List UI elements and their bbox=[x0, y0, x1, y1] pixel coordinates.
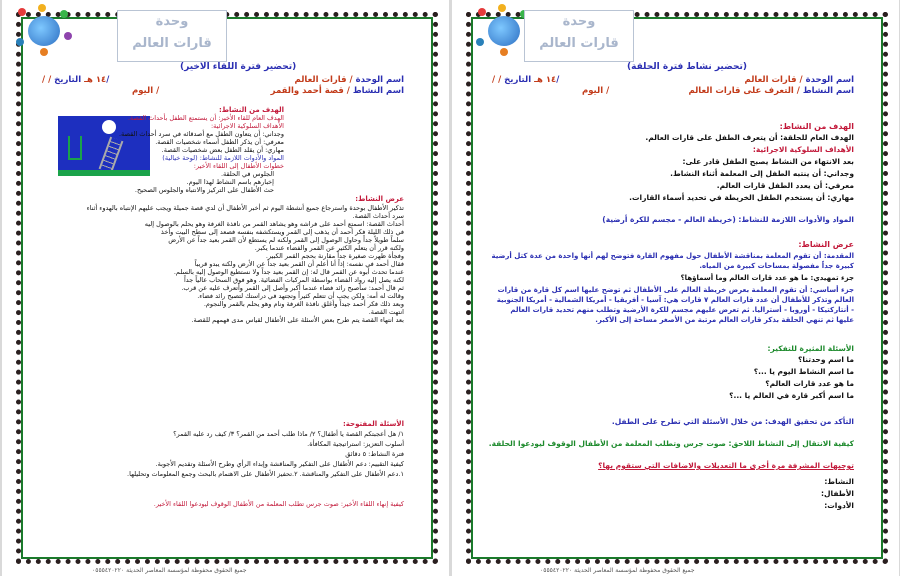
kids-globe-logo bbox=[14, 4, 74, 58]
eval-heading: الأسئلة المفتوحة: bbox=[343, 420, 404, 428]
date-value: / / ١٤ هـ bbox=[42, 75, 107, 85]
story-line: أحداث القصة: اسمتع أحمد على فراشه وهو يشاهد القمر من نافذة الغرفة وهو يحلم بالوصول إليه bbox=[144, 220, 404, 228]
story-line: إخبارهم باسم النشاط لهذا اليوم. bbox=[186, 178, 274, 186]
document-page-right bbox=[452, 0, 899, 576]
transition-line: كيفية الانتقال إلى النشاط اللاحق: صوت جرس وتطلب المعلمة من الأطفال الوقوف ليودعوا الحلقة. bbox=[488, 439, 854, 448]
presentation-line: جزء أساسي: أن تقوم المعلمة بعرض خريطة العالم على الأطفال ثم توضح عليها اسم كل قارة من قارات bbox=[497, 286, 854, 294]
presentation-heading: عرض النشاط: bbox=[798, 240, 854, 249]
story-line: ولكنه قرر أن يتعلم الكثير عن القمر والفضاء عندما يكبر. bbox=[254, 244, 404, 252]
day-label: اليوم / bbox=[582, 86, 610, 96]
presentation-line: المقدمة: أن تقوم المعلمة بمناقشة الأطفال حول مفهوم القارة فتوضح لهم أنها واحدة من عدة كتل أرضية bbox=[491, 252, 854, 260]
story-line: الجلوس في الحلقة. bbox=[220, 170, 274, 178]
closing-line: كيفية إنهاء اللقاء الأخير: صوت جرس تطلب المعلمة من الأطفال الوقوف ليودعوا اللقاء الأخير. bbox=[153, 500, 404, 508]
story-line: بعد انتهاء القصة يتم طرح بعض الأسئلة على الأطفال لقياس مدى فهمهم للقصة. bbox=[191, 316, 404, 324]
presentation-line: كبيرة جداً مفصولة بمساحات كبيرة من المياه. bbox=[699, 262, 854, 270]
question-line: ١.دعم الأطفال على التفكير والمناقشة. ٢.تحفيز الأطفال على الاهتمام بالبحث وجمع المعلومات وتحليلها. bbox=[127, 470, 404, 478]
story-line: وبعد ذلك فكر أحمد جيداً وأغلق نافذة الغرفة ونام وهو يحلم بالقمر والنجوم. bbox=[203, 300, 404, 308]
day-label: اليوم / bbox=[132, 86, 160, 96]
story-line: الأهداف السلوكية الاجرائية: bbox=[210, 122, 284, 130]
activity-label: اسم النشاط bbox=[352, 86, 404, 96]
story-line: في ذلك الليلة فكر أحمد أن يذهب إلى القمر ويستكشفه بنفسه فصعد إلى سطح البيت وأخذ bbox=[160, 228, 404, 236]
date-row bbox=[42, 75, 109, 85]
document-page-left bbox=[2, 0, 449, 576]
goal-line: مهاري: أن يستخدم الطفل الخريطة في تحديد أسماء القارات. bbox=[629, 193, 854, 202]
question-line: ما هو عدد قارات العالم؟ bbox=[765, 379, 854, 388]
ladder-icon bbox=[99, 137, 124, 174]
question-line: فترة النشاط: ٥ دقائق bbox=[345, 450, 404, 458]
presentation-line: - أنتاركتيكا - أوروبا - أستراليا. ثم تعرض عليهم مجسم للكرة الأرضية وتطلب منهم تحديد قارات العالم bbox=[510, 306, 854, 314]
page-title: (تحضير نشاط فترة الحلقة) bbox=[627, 62, 747, 72]
story-line: عندما تحدث أبوه عن القمر قال له: إن القمر بعيد جداً ولا نستطيع الوصول إليه بالسلم. bbox=[173, 268, 404, 276]
presentation-line: جزء تمهيدي: ما هو عدد قارات العالم وما أسماؤها؟ bbox=[680, 274, 854, 282]
activity-value: / التعرف على قارات العالم bbox=[688, 86, 800, 96]
unit-value: / قارات العالم bbox=[744, 75, 803, 85]
story-line: وفجأة ظهرت صغيرة جداً مقارنة بحجم القمر الكبير. bbox=[265, 252, 404, 260]
unit-title-box bbox=[524, 10, 634, 62]
unit-label: اسم الوحدة bbox=[805, 75, 854, 85]
date-value: / / ١٤ هـ bbox=[492, 75, 557, 85]
page-footer: جميع الحقوق محفوظة لمؤسسة المعاصر الحديثة ٠٥٥٥٤٢٠٢٢٠ bbox=[540, 567, 695, 574]
notes-line: الأطفال: bbox=[821, 489, 854, 498]
story-line: المواد والأدوات اللازمة للنشاط: (لوحة خيالية) bbox=[162, 154, 284, 162]
unit-name-row bbox=[745, 75, 854, 85]
question-line: ما اسم أكبر قارة في العالم يا ...؟ bbox=[729, 391, 854, 400]
supervisor-line: توجيهات المشرفة مرة أخرى ما التعديلات والاضافات التي ستقوم بها؟ bbox=[598, 461, 854, 470]
unit-label: اسم الوحدة bbox=[355, 75, 404, 85]
story-line: خطوات الأطفال إلى اللقاء الأخير: bbox=[193, 162, 284, 170]
goal-line: الهدف العام للحلقة: أن يتعرف الطفل على قارات العالم. bbox=[645, 133, 854, 142]
story-illustration bbox=[58, 116, 150, 176]
goal-line: بعد الانتهاء من النشاط يصبح الطفل قادر على: bbox=[682, 157, 854, 166]
unit-value: / قارات العالم bbox=[294, 75, 353, 85]
date-label: التاريخ/ bbox=[54, 75, 110, 85]
unit-box-line2: قارات العالم bbox=[132, 36, 212, 51]
date-label: التاريخ/ bbox=[504, 75, 560, 85]
goal-line: وجداني: أن ينتبه الطفل إلى المعلمة أثناء النشاط. bbox=[670, 169, 854, 178]
notes-line: النشاط: bbox=[824, 477, 854, 486]
story-line: معرفي: أن يذكر الطفل أسماء شخصيات القصة. bbox=[155, 138, 284, 146]
activity-name-row bbox=[271, 86, 404, 96]
question-line: ١/ هل أعجبتكم القصة يا أطفال؟ ٢/ ماذا طلب أحمد من القمر؟ ٣/ كيف رد عليه القمر؟ bbox=[173, 430, 404, 438]
story-line: مهاري: أن يقلد الطفل بعض شخصيات القصة. bbox=[161, 146, 284, 154]
unit-name-row bbox=[295, 75, 404, 85]
notes-line: الأدوات: bbox=[824, 501, 854, 510]
story-line: سرد أحداث القصة. bbox=[352, 212, 404, 220]
story-line: حث الأطفال على التركيز والانتباه والجلوس الصحيح. bbox=[134, 186, 274, 194]
page-footer: جميع الحقوق محفوظة لمؤسسة المعاصر الحديثة ٠٥٥٥٤٢٠٢٢٠ bbox=[92, 567, 247, 574]
unit-box-line1: وحدة bbox=[562, 14, 596, 29]
question-line: أسلوب التعزيز: استراتيجية المكافأة. bbox=[307, 440, 404, 448]
activity-label: اسم النشاط bbox=[802, 86, 854, 96]
story-line: انتهت القصة. bbox=[368, 308, 404, 316]
unit-box-line2: قارات العالم bbox=[539, 36, 619, 51]
question-line: ما اسم النشاط اليوم يا ...؟ bbox=[753, 367, 854, 376]
story-line: عرض النشاط: bbox=[355, 195, 404, 203]
activity-name-row bbox=[688, 86, 854, 96]
presentation-line: عليها ثم تنهي الحلقة بذكر قارات العالم مرتبة من الأصغر مساحة إلى الأكبر. bbox=[595, 316, 854, 324]
goal-line: معرفي: أن يعدد الطفل قارات العالم. bbox=[716, 181, 854, 190]
story-line: ثم قال أحمد: سأصبح رائد فضاء عندما أكبر وأصل إلى القمر وأتعرف عليه عن قرب. bbox=[181, 284, 404, 292]
chair-icon bbox=[68, 136, 82, 160]
story-line: تذكير الأطفال بوحدة واسترجاع جميع أنشطة اليوم ثم أخبر الأطفال أن لدي قصة جميلة ويجب عليهم الإنتباه بالهدوء أثناء bbox=[86, 204, 404, 212]
materials-line: المواد والأدوات اللازمة للنشاط: (خريطة العالم - مجسم للكرة أرضية) bbox=[602, 215, 854, 224]
unit-title-box bbox=[117, 10, 227, 62]
question-line: ما اسم وحدتنا؟ bbox=[798, 355, 854, 364]
story-line: وقالت له أمه: ولكن يجب أن تتعلم كثيراً وتجتهد في دراستك لتصبح رائد فضاء. bbox=[197, 292, 404, 300]
moon-icon bbox=[102, 120, 116, 134]
story-line: سلماً طويلاً جداً وحاول الوصول إلى القمر ولكنه لم يستطع لأن القمر بعيد جداً عن الأرض bbox=[168, 236, 404, 244]
story-line: الهدف من النشاط: bbox=[218, 106, 284, 114]
unit-box-line1: وحدة bbox=[155, 14, 189, 29]
page-title: (تحضير فترة اللقاء الاخير) bbox=[180, 62, 297, 72]
story-line: لكنه يصل إليه رواد الفضاء بواسطة المركبات الفضائية. وهو فوق السحاب عالياً جداً bbox=[183, 276, 404, 284]
goal-check-line: التأكد من تحقيق الهدف: من خلال الأسئلة التي تطرح على الطفل. bbox=[611, 417, 854, 426]
presentation-line: العالم وتذكر للأطفال أن عدد قارات العالم ٧ قارات هي: آسيا - أفريقيا - أمريكا الشمالية - أمريكا الجنوبية bbox=[496, 296, 854, 304]
story-line: الهدف العام للقاء الأخير: أن يستمتع الطفل بأحداث القصة. bbox=[127, 114, 284, 122]
date-row bbox=[492, 75, 559, 85]
goal-line: الأهداف السلوكية الاجرائية: bbox=[752, 145, 854, 154]
story-line: وجداني: أن يتعاون الطفل مع أصدقائه في سرد أحداث القصة. bbox=[118, 130, 284, 138]
goal-heading: الهدف من النشاط: bbox=[779, 122, 854, 131]
activity-value: / قصة أحمد والقمر bbox=[270, 86, 350, 96]
question-line: كيفية التقييم: دعم الأطفال على التفكير والمناقشة وإبداء الرأي وطرح الأسئلة وتقديم الأجوبة. bbox=[155, 460, 404, 468]
questions-heading: الأسئلة المثيرة للتفكير: bbox=[767, 344, 854, 353]
story-line: فقال أحمد في نفسه: إذاً أنا أعلم أن القمر بعيد جداً عن الأرض ولكنه يبدو قريباً bbox=[194, 260, 404, 268]
